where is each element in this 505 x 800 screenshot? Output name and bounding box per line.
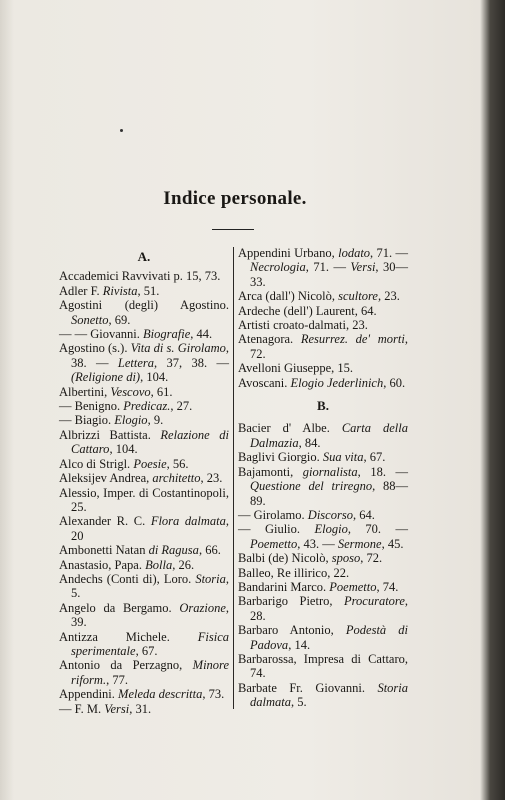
index-entry: Bandarini Marco. Poemetto, 74. bbox=[238, 579, 399, 594]
index-entry: Alessio, Imper. di Costantinopoli, 25. bbox=[59, 485, 229, 514]
index-entry: Alexander R. C. Flora dalmata, 20 bbox=[59, 514, 229, 543]
entry-list-a bbox=[59, 269, 229, 716]
index-entry: Albertini, Vescovo, 61. bbox=[59, 384, 173, 399]
index-entry: Barbarigo Pietro, Procuratore, 28. bbox=[238, 594, 408, 623]
index-entry: Balbi (de) Nicolò, sposo, 72. bbox=[238, 551, 383, 566]
index-entry: Barbate Fr. Giovanni. Storia dalmata, 5. bbox=[238, 680, 408, 710]
section-letter-b: B. bbox=[317, 398, 329, 414]
index-column-left bbox=[59, 246, 229, 716]
index-entry: Ambonetti Natan di Ragusa, 66. bbox=[59, 543, 221, 558]
index-column-right bbox=[238, 246, 408, 710]
index-entry: Atenagora. Resurrez. de' morti, 72. bbox=[238, 332, 408, 361]
index-entry: Appendini. Meleda descritta, 73. bbox=[59, 687, 225, 702]
index-entry: Agostino (s.). Vita di s. Girolamo, 38. — Lettera, 37, 38. — (Religione di), 104. bbox=[59, 341, 230, 385]
entry-list-a-cont bbox=[238, 246, 408, 390]
index-entry: Albrizzi Battista. Relazione di Cattaro, 104. bbox=[59, 427, 229, 457]
index-entry: Aleksijev Andrea, architetto, 23. bbox=[59, 471, 223, 486]
index-entry: — Biagio. Elogio, 9. bbox=[59, 413, 164, 428]
index-entry: Avelloni Giuseppe, 15. bbox=[238, 361, 354, 376]
entry-list-b bbox=[238, 421, 408, 709]
index-entry: Accademici Ravvivati p. 15, 73. bbox=[59, 269, 221, 284]
index-entry: Antizza Michele. Fisica sperimentale, 67. bbox=[59, 629, 229, 658]
index-entry: Alco di Strigl. Poesie, 56. bbox=[59, 456, 189, 471]
index-entry: Angelo da Bergamo. Orazione, 39. bbox=[59, 600, 229, 630]
index-entry: — F. M. Versi, 31. bbox=[59, 701, 152, 716]
index-entry: Andechs (Conti di), Loro. Storia, 5. bbox=[59, 571, 229, 601]
index-entry: Arca (dall') Nicolò, scultore, 23. bbox=[238, 289, 400, 304]
index-entry: Bacier d' Albe. Carta della Dalmazia, 84. bbox=[238, 421, 409, 450]
index-entry: Baglivi Giorgio. Sua vita, 67. bbox=[238, 450, 386, 465]
index-entry: — — Giovanni. Biografie, 44. bbox=[59, 327, 213, 342]
index-entry: Barbarossa, Impresa di Cattaro, 74. bbox=[238, 651, 408, 681]
index-entry: Barbaro Antonio, Podestà di Padova, 14. bbox=[238, 623, 408, 652]
ink-speck bbox=[120, 129, 123, 132]
section-letter-a: A. bbox=[137, 249, 151, 264]
index-entry: Appendini Urbano, lodato, 71. — Necrologia, 71. — Versi, 30—33. bbox=[238, 246, 409, 289]
index-entry: Balleo, Re illirico, 22. bbox=[238, 565, 350, 580]
index-entry: Anastasio, Papa. Bolla, 26. bbox=[59, 557, 195, 572]
index-entry: Avoscani. Elogio Jederlinich, 60. bbox=[238, 375, 406, 390]
index-entry: Agostini (degli) Agostino. Sonetto, 69. bbox=[59, 298, 229, 327]
index-entry: Ardeche (dell') Laurent, 64. bbox=[238, 303, 377, 318]
column-divider bbox=[233, 247, 234, 709]
title-rule bbox=[212, 229, 254, 230]
index-entry: Artisti croato-dalmati, 23. bbox=[238, 318, 368, 333]
page-title: Indice personale. bbox=[163, 188, 307, 209]
index-entry: Bajamonti, giornalista, 18. — Questione del triregno, 88—89. bbox=[238, 464, 409, 508]
index-entry: — Benigno. Predicaz., 27. bbox=[59, 399, 193, 414]
index-entry: — Giulio. Elogio, 70. — Poemetto, 43. — Sermone, 45. bbox=[238, 522, 409, 551]
index-entry: Adler F. Rivista, 51. bbox=[59, 283, 160, 298]
index-entry: — Girolamo. Discorso, 64. bbox=[238, 507, 375, 522]
index-entry: Antonio da Perzagno, Minore riform., 77. bbox=[59, 658, 229, 687]
